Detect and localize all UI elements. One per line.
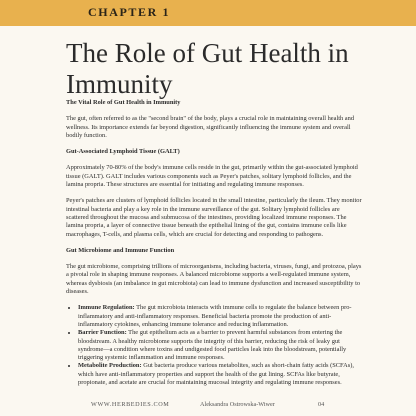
list-item <box>78 304 362 329</box>
paragraph-vital-role: The gut, often referred to as the "second brain" of the body, plays a crucial role in maintaining overall health and wellness. Its importance extends far beyond digestion, significantly influencing the immune system and overall bodily function. <box>66 115 355 139</box>
chapter-band <box>0 0 416 26</box>
page-title: The Role of Gut Health in Immunity <box>66 38 349 99</box>
page-number: 04 <box>318 401 325 408</box>
list-item <box>78 362 362 387</box>
bullet-term: Barrier Function: <box>78 329 127 337</box>
section-heading-vital-role: The Vital Role of Gut Health in Immunity <box>66 99 181 106</box>
bullet-text: Gut bacteria produce various metabolites, such as short-chain fatty acids (SCFAs), which have anti-inflammatory properties and support the health of the gut lining. SCFAs like butyrate, propionate, and acetate are crucial for maintaining mucosal integrity and regulating immune responses. <box>78 362 354 387</box>
footer-website-link[interactable]: WWW.HERBEDIES.COM <box>91 401 170 408</box>
bullet-text: The gut microbiota interacts with immune cells to regulate the balance between pro-inflammatory and anti-inflammatory responses. Beneficial bacteria promote the production of anti-inflammatory cytokines, enhancing immune tolerance and reducing inflammation. <box>78 304 352 328</box>
paragraph-microbiome: The gut microbiome, comprising trillions of microorganisms, including bacteria, viruses, fungi, and protozoa, plays a pivotal role in shaping immune responses. A balanced microbiome supports a well-regulated immune system, whereas dysbiosis (an imbalance in gut microbiota) can lead to immune dysfunction and increased susceptibility to diseases. <box>66 263 362 296</box>
list-item <box>78 329 362 362</box>
bullet-text: The gut epithelium acts as a barrier to prevent harmful substances from entering the bloodstream. A healthy microbiome supports the integrity of this barrier, reducing the risk of leaky gut syndrome—a condition where toxins and undigested food particles leak into the bloodstream, potentially triggering systemic inflammation and immune responses. <box>78 329 347 362</box>
footer-author: Aleksandra Ostrowska-Wiwer <box>200 401 275 408</box>
chapter-label: CHAPTER 1 <box>88 5 171 19</box>
article-body <box>66 99 362 387</box>
section-heading-microbiome: Gut Microbiome and Immune Function <box>66 246 175 254</box>
bullet-term: Metabolite Production: <box>78 362 142 370</box>
paragraph-peyers-patches: Peyer's patches are clusters of lymphoid follicles located in the small intestine, particularly the ileum. They monitor intestinal bacteria and play a key role in the immune surveillance of the gut. Solitary lymphoid follicles are scattered throughout the mucosa and submucosa of the intestines, providing localized immune responses. The lamina propria, a layer of connective tissue beneath the epithelial lining of the gut, contains immune cells like macrophages, T-cells, and plasma cells, which are crucial for detecting and responding to pathogens. <box>66 197 362 238</box>
bullet-term: Immune Regulation: <box>78 304 135 312</box>
paragraph-galt: Approximately 70-80% of the body's immune cells reside in the gut, primarily within the gut-associated lymphoid tissue (GALT). GALT includes various components such as Peyer's patches, solitary lymphoid follicles, and the lamina propria. These structures are essential for initiating and regulating immune responses. <box>66 164 358 189</box>
bullet-list <box>66 304 362 387</box>
section-heading-galt: Gut-Associated Lymphoid Tissue (GALT) <box>66 148 180 156</box>
